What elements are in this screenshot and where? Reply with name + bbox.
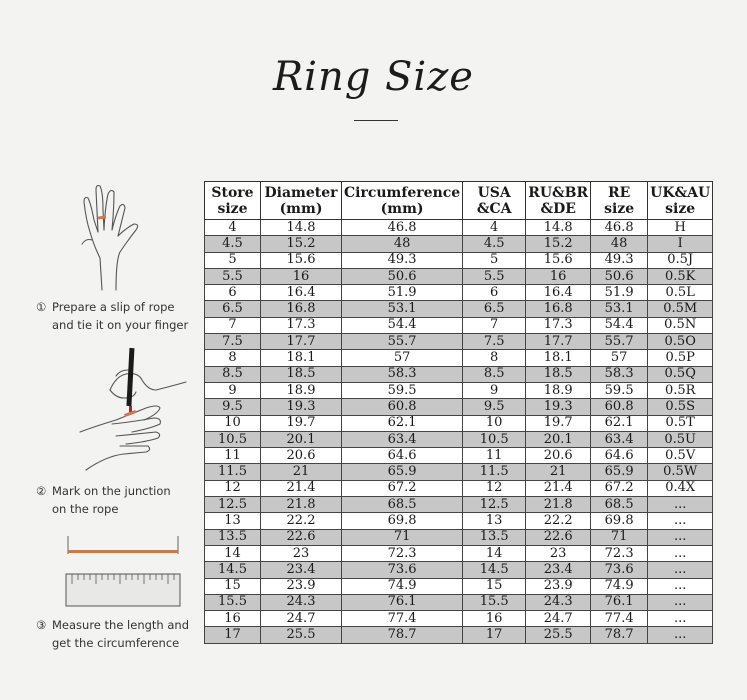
step-1-number: ① — [36, 300, 47, 314]
table-cell: 9.5 — [205, 399, 261, 415]
step-1-line-2: and tie it on your finger — [52, 318, 189, 332]
step-2-line-2: on the rope — [52, 502, 119, 516]
step-2-text — [36, 482, 171, 518]
table-cell: 4 — [205, 220, 261, 236]
table-cell: 24.7 — [261, 611, 342, 627]
table-row — [205, 399, 713, 415]
table-cell: 15 — [205, 578, 261, 594]
table-row — [205, 578, 713, 594]
table-cell: 12 — [205, 480, 261, 496]
table-cell: 24.3 — [526, 594, 591, 610]
table-cell: 16.8 — [526, 301, 591, 317]
table-cell: 76.1 — [342, 594, 463, 610]
table-cell: 0.5U — [648, 431, 713, 447]
table-cell: 77.4 — [591, 611, 648, 627]
table-cell: 10 — [463, 415, 526, 431]
table-cell: 5 — [463, 252, 526, 268]
table-cell: 68.5 — [591, 497, 648, 513]
table-cell: 17 — [463, 627, 526, 643]
table-cell: 7 — [205, 317, 261, 333]
table-cell: 59.5 — [342, 382, 463, 398]
table-cell: 6 — [205, 285, 261, 301]
table-cell: 73.6 — [591, 562, 648, 578]
table-cell: 17.7 — [261, 334, 342, 350]
table-cell: 8.5 — [205, 366, 261, 382]
table-cell: 71 — [591, 529, 648, 545]
table-cell: 0.5R — [648, 382, 713, 398]
table-cell: 16.4 — [526, 285, 591, 301]
table-cell: 54.4 — [591, 317, 648, 333]
table-cell: ... — [648, 594, 713, 610]
table-cell: 6 — [463, 285, 526, 301]
table-cell: 11 — [463, 448, 526, 464]
table-cell: 16 — [463, 611, 526, 627]
table-cell: 7.5 — [205, 334, 261, 350]
table-cell: 62.1 — [591, 415, 648, 431]
table-cell: 4.5 — [205, 236, 261, 252]
column-header — [591, 182, 648, 220]
column-header-line-2: (mm) — [380, 200, 424, 217]
table-cell: 5.5 — [463, 268, 526, 284]
table-row — [205, 317, 713, 333]
table-cell: 50.6 — [342, 268, 463, 284]
table-cell: 23 — [261, 545, 342, 561]
table-cell: 18.1 — [526, 350, 591, 366]
column-header-line-2: size — [604, 200, 635, 217]
table-cell: 65.9 — [591, 464, 648, 480]
table-cell: 72.3 — [342, 545, 463, 561]
table-cell: 14 — [205, 545, 261, 561]
table-cell: 22.2 — [261, 513, 342, 529]
table-cell: 69.8 — [591, 513, 648, 529]
table-cell: 23.9 — [526, 578, 591, 594]
table-cell: 14.8 — [526, 220, 591, 236]
column-header-line-2: (mm) — [279, 200, 323, 217]
table-cell: ... — [648, 562, 713, 578]
table-cell: 69.8 — [342, 513, 463, 529]
table-row — [205, 415, 713, 431]
ring-size-table — [204, 181, 713, 644]
column-header-line-2: &DE — [540, 200, 576, 217]
table-cell: 0.5V — [648, 448, 713, 464]
table-cell: 0.5O — [648, 334, 713, 350]
instructions-panel — [0, 0, 205, 700]
column-header — [205, 182, 261, 220]
table-cell: 53.1 — [591, 301, 648, 317]
table-cell: 18.9 — [526, 382, 591, 398]
table-cell: 14.5 — [463, 562, 526, 578]
table-cell: 17.3 — [261, 317, 342, 333]
table-cell: 16.8 — [261, 301, 342, 317]
column-header-line-1: Circumference — [344, 184, 461, 201]
table-row — [205, 497, 713, 513]
column-header — [463, 182, 526, 220]
table-row — [205, 513, 713, 529]
column-header-line-1: USA — [477, 184, 511, 201]
table-row — [205, 236, 713, 252]
table-cell: 60.8 — [591, 399, 648, 415]
column-header-line-2: size — [665, 200, 696, 217]
table-cell: 21.8 — [526, 497, 591, 513]
table-cell: 11.5 — [463, 464, 526, 480]
column-header — [261, 182, 342, 220]
table-cell: 5 — [205, 252, 261, 268]
table-cell: 50.6 — [591, 268, 648, 284]
column-header — [342, 182, 463, 220]
table-cell: 46.8 — [342, 220, 463, 236]
table-cell: 65.9 — [342, 464, 463, 480]
table-cell: 12.5 — [205, 497, 261, 513]
table-cell: 24.3 — [261, 594, 342, 610]
table-cell: 23.9 — [261, 578, 342, 594]
table-cell: ... — [648, 513, 713, 529]
table-row — [205, 545, 713, 561]
table-cell: 73.6 — [342, 562, 463, 578]
table-cell: 58.3 — [342, 366, 463, 382]
table-cell: 13.5 — [205, 529, 261, 545]
table-row — [205, 464, 713, 480]
table-row — [205, 448, 713, 464]
table-cell: 15.2 — [526, 236, 591, 252]
table-cell: 57 — [342, 350, 463, 366]
table-cell: 9.5 — [463, 399, 526, 415]
table-row — [205, 611, 713, 627]
table-cell: 16 — [526, 268, 591, 284]
table-body — [205, 220, 713, 644]
table-cell: 22.6 — [261, 529, 342, 545]
table-cell: 49.3 — [591, 252, 648, 268]
table-cell: 68.5 — [342, 497, 463, 513]
table-cell: 12 — [463, 480, 526, 496]
table-cell: 67.2 — [342, 480, 463, 496]
table-cell: 20.1 — [261, 431, 342, 447]
column-header-line-1: RU&BR — [528, 184, 589, 201]
step-2-number: ② — [36, 484, 47, 498]
table-row — [205, 480, 713, 496]
table-cell: 8 — [205, 350, 261, 366]
table-cell: 51.9 — [342, 285, 463, 301]
table-cell: 25.5 — [526, 627, 591, 643]
table-cell: 55.7 — [342, 334, 463, 350]
table-cell: 48 — [591, 236, 648, 252]
column-header-line-1: RE — [607, 184, 631, 201]
table-cell: 21.8 — [261, 497, 342, 513]
table-cell: 6.5 — [205, 301, 261, 317]
table-cell: 21.4 — [526, 480, 591, 496]
table-cell: 21.4 — [261, 480, 342, 496]
table-cell: 16.4 — [261, 285, 342, 301]
step-2-line-1: Mark on the junction — [52, 484, 171, 498]
table-row — [205, 627, 713, 643]
table-cell: 16 — [261, 268, 342, 284]
table-row — [205, 334, 713, 350]
table-cell: 11 — [205, 448, 261, 464]
table-cell: 8 — [463, 350, 526, 366]
table-cell: 11.5 — [205, 464, 261, 480]
table-cell: 0.5K — [648, 268, 713, 284]
table-cell: 0.5Q — [648, 366, 713, 382]
table-cell: 23.4 — [261, 562, 342, 578]
table-cell: 76.1 — [591, 594, 648, 610]
table-cell: 17.3 — [526, 317, 591, 333]
table-cell: ... — [648, 529, 713, 545]
column-header-line-2: size — [217, 200, 248, 217]
table-cell: 17.7 — [526, 334, 591, 350]
table-row — [205, 301, 713, 317]
table-cell: 4 — [463, 220, 526, 236]
table-cell: 62.1 — [342, 415, 463, 431]
step-3-number: ③ — [36, 618, 47, 632]
table-cell: 0.5P — [648, 350, 713, 366]
table-cell: 19.3 — [526, 399, 591, 415]
table-row — [205, 350, 713, 366]
hand-marking-pen-icon — [76, 346, 192, 474]
step-3-line-2: get the circumference — [52, 636, 180, 650]
table-cell: 17 — [205, 627, 261, 643]
table-cell: 18.5 — [526, 366, 591, 382]
table-row — [205, 562, 713, 578]
table-cell: I — [648, 236, 713, 252]
table-cell: 13.5 — [463, 529, 526, 545]
table-row — [205, 220, 713, 236]
table-cell: 22.6 — [526, 529, 591, 545]
table-cell: 0.5S — [648, 399, 713, 415]
column-header-line-2: &CA — [476, 200, 512, 217]
table-cell: H — [648, 220, 713, 236]
table-cell: 15.5 — [463, 594, 526, 610]
table-cell: 15.6 — [526, 252, 591, 268]
table-cell: ... — [648, 611, 713, 627]
table-row — [205, 268, 713, 284]
table-cell: 64.6 — [342, 448, 463, 464]
table-cell: 0.4X — [648, 480, 713, 496]
table-cell: 10.5 — [463, 431, 526, 447]
table-cell: 23 — [526, 545, 591, 561]
table-row — [205, 431, 713, 447]
table-cell: 20.6 — [526, 448, 591, 464]
table-cell: 21 — [526, 464, 591, 480]
table-cell: 64.6 — [591, 448, 648, 464]
table-cell: 49.3 — [342, 252, 463, 268]
table-cell: 14.5 — [205, 562, 261, 578]
table-cell: 19.3 — [261, 399, 342, 415]
table-cell: 14.8 — [261, 220, 342, 236]
table-cell: 6.5 — [463, 301, 526, 317]
table-cell: 18.5 — [261, 366, 342, 382]
table-cell: 7 — [463, 317, 526, 333]
table-cell: 18.1 — [261, 350, 342, 366]
step-1-line-1: Prepare a slip of rope — [52, 300, 175, 314]
table-cell: 77.4 — [342, 611, 463, 627]
table-cell: 9 — [463, 382, 526, 398]
table-cell: 72.3 — [591, 545, 648, 561]
table-cell: 9 — [205, 382, 261, 398]
table-cell: 10 — [205, 415, 261, 431]
step-1-text — [36, 298, 189, 334]
table-cell: 16 — [205, 611, 261, 627]
table-cell: 12.5 — [463, 497, 526, 513]
table-cell: 51.9 — [591, 285, 648, 301]
table-row — [205, 252, 713, 268]
table-cell: ... — [648, 627, 713, 643]
table-row — [205, 594, 713, 610]
column-header-line-1: UK&AU — [650, 184, 711, 201]
table-cell: 67.2 — [591, 480, 648, 496]
table-cell: 55.7 — [591, 334, 648, 350]
table-cell: ... — [648, 578, 713, 594]
table-cell: 15.6 — [261, 252, 342, 268]
table-cell: 78.7 — [591, 627, 648, 643]
table-cell: 78.7 — [342, 627, 463, 643]
table-cell: 53.1 — [342, 301, 463, 317]
table-cell: 0.5N — [648, 317, 713, 333]
table-cell: 8.5 — [463, 366, 526, 382]
table-cell: 0.5L — [648, 285, 713, 301]
table-cell: 19.7 — [261, 415, 342, 431]
table-cell: 57 — [591, 350, 648, 366]
table-cell: 15 — [463, 578, 526, 594]
table-cell: 63.4 — [342, 431, 463, 447]
table-cell: 21 — [261, 464, 342, 480]
column-header-line-1: Store — [211, 184, 254, 201]
column-header — [526, 182, 591, 220]
page-title: Ring Size — [273, 54, 474, 100]
hand-with-rope-icon — [72, 180, 152, 292]
table-row — [205, 529, 713, 545]
table-cell: 58.3 — [591, 366, 648, 382]
table-cell: 60.8 — [342, 399, 463, 415]
table-cell: 74.9 — [591, 578, 648, 594]
step-3-text — [36, 616, 190, 652]
table-cell: 10.5 — [205, 431, 261, 447]
step-3-line-1: Measure the length and — [52, 618, 190, 632]
table-cell: 5.5 — [205, 268, 261, 284]
table-cell: 0.5M — [648, 301, 713, 317]
table-cell: 74.9 — [342, 578, 463, 594]
table-cell: 13 — [463, 513, 526, 529]
rope-and-ruler-icon — [64, 530, 184, 608]
table-cell: 18.9 — [261, 382, 342, 398]
table-cell: 15.5 — [205, 594, 261, 610]
column-header-line-1: Diameter — [264, 184, 338, 201]
table-cell: 7.5 — [463, 334, 526, 350]
table-cell: 20.6 — [261, 448, 342, 464]
table-cell: 48 — [342, 236, 463, 252]
table-row — [205, 382, 713, 398]
table-cell: 63.4 — [591, 431, 648, 447]
table-header-row — [205, 182, 713, 220]
title-divider — [354, 120, 398, 121]
table-row — [205, 366, 713, 382]
table-cell: 20.1 — [526, 431, 591, 447]
table-cell: 25.5 — [261, 627, 342, 643]
table-cell: 22.2 — [526, 513, 591, 529]
table-row — [205, 285, 713, 301]
column-header — [648, 182, 713, 220]
table-cell: 59.5 — [591, 382, 648, 398]
table-cell: 13 — [205, 513, 261, 529]
table-cell: 4.5 — [463, 236, 526, 252]
table-cell: ... — [648, 497, 713, 513]
table-cell: 71 — [342, 529, 463, 545]
table-cell: ... — [648, 545, 713, 561]
table-cell: 0.5W — [648, 464, 713, 480]
table-cell: 0.5J — [648, 252, 713, 268]
table-cell: 24.7 — [526, 611, 591, 627]
table-cell: 54.4 — [342, 317, 463, 333]
table-cell: 0.5T — [648, 415, 713, 431]
table-cell: 46.8 — [591, 220, 648, 236]
table-cell: 15.2 — [261, 236, 342, 252]
table-cell: 19.7 — [526, 415, 591, 431]
table-cell: 23.4 — [526, 562, 591, 578]
table-cell: 14 — [463, 545, 526, 561]
